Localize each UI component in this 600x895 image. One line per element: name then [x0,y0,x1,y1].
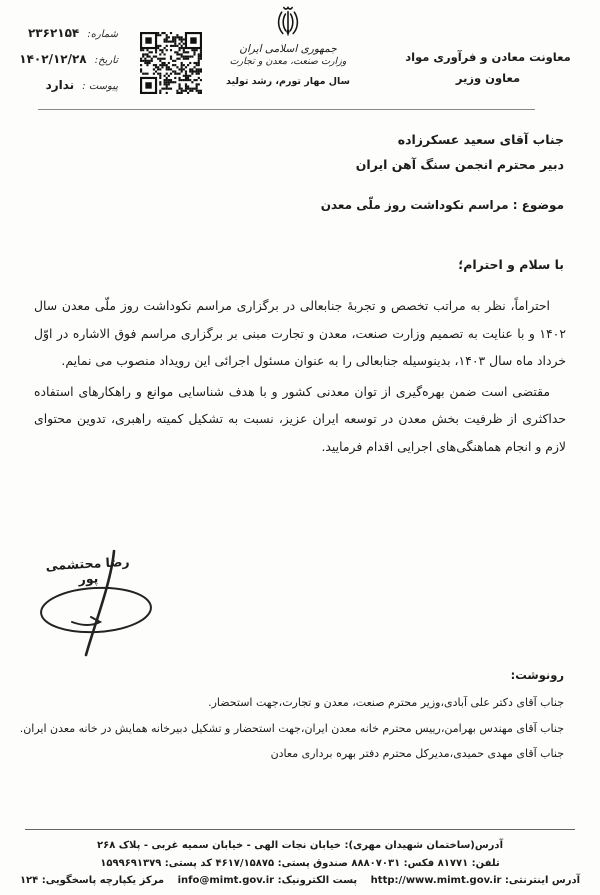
call-center-label: مرکز یکپارچه پاسخگویی: [41,875,165,886]
footer [0,837,600,890]
recipient-name: جناب آقای سعید عسکرزاده [397,132,564,147]
cc-item: جناب آقای مهدی حمیدی،مدیرکل محترم دفتر بهره برداری معادن [270,747,564,760]
iran-emblem-icon [275,4,301,42]
year-slogan: سال مهار تورم، رشد تولید [226,76,350,87]
footer-online [0,872,600,890]
website-label: آدرس اینترنتی: [504,875,581,886]
subject-line: موضوع : مراسم نکوداشت روز ملّی معدن [320,198,564,212]
body-paragraph-1: احتراماً، نظر به مراتب تخصص و تجربهٔ جنابعالی در برگزاری مراسم نکوداشت روز ملّی معدن سال ۱۴۰۲ و با عنایت به تصمیم وزارت صنعت، معدن و تجارت مبنی بر برگزاری مراسم فوق الاشاره در اوّل خرداد ماه سال ۱۴۰۳، بدینوسیله جنابعالی را به عنوان مسئول اجرائی این رویداد منصوب می نمایم. [34,298,566,368]
header-divider [38,109,535,110]
signatory-name: رضا محتشمی پور [45,553,130,587]
salutation: با سلام و احترام؛ [458,257,564,272]
call-center-number: ۱۲۴ [19,875,39,886]
letter-date-label: تاریخ: [94,55,118,66]
email-address: info@mimt.gov.ir [177,875,275,886]
website-url: http://www.mimt.gov.ir [370,875,502,886]
letter-number-label: شماره: [87,29,118,40]
email-label: پست الکترونیک: [277,875,358,886]
letterhead-center [226,4,350,87]
letter-body [34,292,566,460]
letter-attachment-label: پیوست : [82,81,118,92]
letter-attachment-value: ندارد [45,78,75,92]
cc-item: جناب آقای دکتر علی آبادی،وزیر محترم صنعت، معدن و تجارت،جهت استحضار. [208,696,564,709]
footer-contact: تلفن: ۸۱۷۷۱ فکس: ۸۸۸۰۷۰۳۱ صندوق پستی: ۴۶۱۷/۱۵۸۷۵ کد پستی: ۱۵۹۹۶۹۱۳۷۹ [100,857,500,869]
qr-code [140,32,202,94]
cc-heading: رونوشت: [510,668,564,682]
cc-section [20,668,564,767]
department-line1: معاونت معادن و فرآوری مواد [405,50,571,64]
letter-number-value: ۲۳۶۲۱۵۴ [27,26,80,40]
letter-date-value: ۱۴۰۲/۱۲/۲۸ [19,52,87,66]
country-name: جمهوری اسلامی ایران [239,43,337,55]
letter-number-row [10,22,118,41]
body-paragraph-2: مقتضی است ضمن بهره‌گیری از توان معدنی کشور و با هدف شناسایی موانع و راهکارهای استفاده حداکثری از ظرفیت بخش معدن در توسعه ایران عزیز، نسبت به تشکیل کمیته راهبری، تدوین محتوای لازم و انجام هماهنگی‌های اجرایی اقدام فرمایید. [34,383,566,454]
footer-divider [25,829,575,830]
letter-attachment-row [10,74,118,93]
department-block [392,47,584,89]
document-meta [10,22,118,100]
ministry-name: وزارت صنعت، معدن و تجارت [229,56,347,67]
department-line2: معاون وزیر [455,71,521,85]
footer-address: آدرس(ساختمان شهیدان مهری): خیابان نجات الهی - خیابان سمیه غربی - پلاک ۲۶۸ [97,840,503,851]
recipient-title: دبیر محترم انجمن سنگ آهن ایران [355,157,564,172]
cc-item: جناب آقای مهندس بهرامن،رییس محترم خانه معدن ایران،جهت استحضار و تشکیل دبیرخانه همایش در خانه معدن ایران. [19,721,564,735]
letter-date-row [10,48,118,67]
